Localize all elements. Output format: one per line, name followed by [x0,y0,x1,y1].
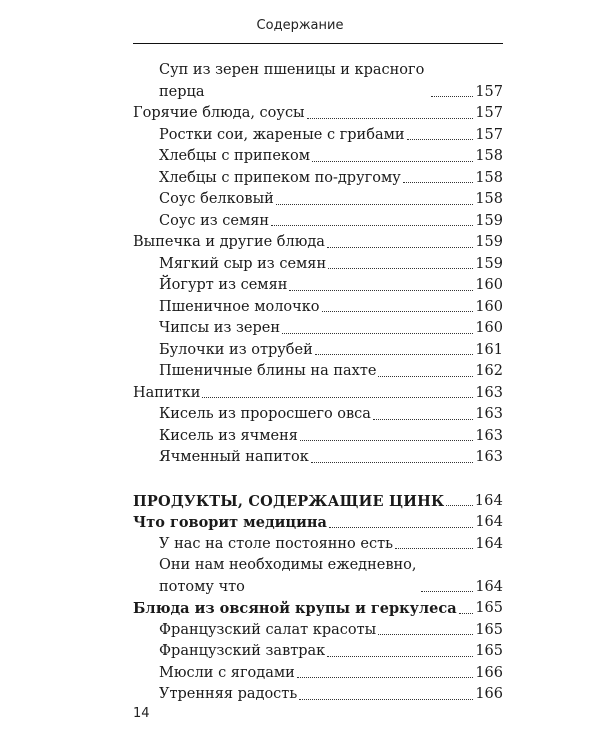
toc-section[interactable] [133,383,503,405]
chapter-spacer [133,469,503,491]
toc-entry-title: Ростки сои, жареные с грибами [159,126,405,143]
leader-dots [459,613,474,614]
toc-entry-title: Французский салат красоты [159,621,377,638]
leader-dots [202,397,473,398]
leader-dots [311,462,474,463]
toc-section-title: Блюда из овсяной крупы и геркулеса [133,600,457,617]
toc-entry[interactable] [133,168,503,190]
leader-dots [328,268,473,269]
leader-dots [282,333,473,334]
toc-entry-title: У нас на столе постоянно есть [159,535,394,552]
toc-entry[interactable] [133,60,503,103]
toc-entry-page: 165 [475,621,503,638]
toc-section-title: Выпечка и другие блюда [133,234,325,250]
toc-entry-page: 157 [475,83,503,100]
toc-entry-page: 166 [475,686,503,702]
leader-dots [276,204,474,205]
leader-dots [327,247,473,248]
leader-dots [329,527,473,528]
toc-section[interactable] [133,598,503,620]
toc-entry-page: 163 [475,406,503,422]
toc-entry[interactable] [133,620,503,642]
toc-entry-page: 160 [475,320,503,336]
toc-entry[interactable] [133,146,503,168]
toc-section-page: 159 [475,234,503,250]
toc-section[interactable] [133,512,503,534]
leader-dots [373,419,473,420]
toc-section-title: Горячие блюда, соусы [133,105,305,121]
toc-entry-page: 158 [475,169,503,186]
leader-dots [312,161,473,162]
toc-entry-page: 163 [475,449,503,465]
toc-entry-title: Хлебцы с припеком по-другому [159,169,401,186]
toc-section-page: 165 [475,600,503,616]
toc-entry[interactable] [133,254,503,276]
toc-entry[interactable] [133,426,503,448]
toc-section-page: 163 [475,384,503,401]
toc-entry-title: Кисель из проросшего овса [159,406,371,422]
leader-dots [289,290,473,291]
toc-entry-page: 159 [475,212,503,229]
toc-section-title: Что говорит медицина [133,514,327,531]
toc-entry-title: Булочки из отрубей [159,341,313,358]
toc-section-title: Напитки [133,384,201,401]
toc-chapter-page: 164 [474,492,503,509]
toc-entry-page: 158 [475,148,503,164]
leader-dots [407,139,474,140]
toc-entry-title: Французский завтрак [159,643,326,659]
toc-section[interactable] [133,103,503,125]
leader-dots [378,376,473,377]
leader-dots [299,699,473,700]
leader-dots [297,677,474,678]
toc-entry[interactable] [133,340,503,362]
toc-entry-page: 157 [475,126,503,143]
leader-dots [395,548,473,549]
toc-entry[interactable] [133,318,503,340]
toc-section-page: 164 [475,514,503,530]
page-number: 14 [133,706,150,721]
toc-entry[interactable] [133,275,503,297]
toc-entry-page: 160 [475,298,503,315]
toc-chapter[interactable] [133,491,503,513]
leader-dots [315,354,474,355]
toc-entry[interactable] [133,641,503,663]
toc-entry-page: 163 [475,427,503,444]
toc-entry-title: Пшеничное молочко [159,298,320,315]
toc-entry[interactable] [133,189,503,211]
leader-dots [378,634,473,635]
leader-dots [431,96,473,97]
leader-dots [300,440,473,441]
toc-entry[interactable] [133,555,503,598]
toc-entry-title: Хлебцы с припеком [159,148,310,164]
toc-entry[interactable] [133,125,503,147]
toc-entry-page: 160 [475,277,503,293]
toc-entry-page: 164 [475,535,503,552]
toc-entry-title: Суп из зерен пшеницы и красного перца [159,62,425,100]
toc-entry-page: 166 [475,664,503,681]
header-rule [133,43,503,44]
toc-entry-title: Они нам необходимы ежедневно, потому что [159,557,417,595]
leader-dots [421,591,473,592]
leader-dots [307,118,474,119]
leader-dots [322,311,474,312]
toc-entry[interactable] [133,361,503,383]
toc-entry-page: 164 [475,578,503,595]
toc-entry-page: 162 [475,363,503,379]
toc-entry-title: Мягкий сыр из семян [159,255,327,272]
toc-entry-page: 159 [475,255,503,272]
toc-entry[interactable] [133,684,503,706]
toc-entry-title: Ячменный напиток [159,449,309,465]
running-header: Содержание [256,18,344,33]
toc-entry[interactable] [133,211,503,233]
toc-entry-title: Соус из семян [159,212,270,229]
toc-entry-title: Кисель из ячменя [159,427,298,444]
table-of-contents [133,60,503,706]
toc-entry[interactable] [133,663,503,685]
leader-dots [271,225,473,226]
toc-entry-page: 161 [475,341,503,358]
toc-entry[interactable] [133,297,503,319]
toc-entry-title: Утренняя радость [159,686,298,702]
toc-section-page: 157 [475,105,503,121]
leader-dots [403,182,474,183]
toc-entry-title: Пшеничные блины на пахте [159,363,377,379]
toc-entry-title: Мюсли с ягодами [159,664,295,681]
toc-entry-title: Чипсы из зерен [159,320,281,336]
toc-chapter-title: ПРОДУКТЫ, СОДЕРЖАЩИЕ ЦИНК [133,492,445,510]
toc-entry-page: 158 [475,191,503,207]
toc-entry-page: 165 [475,643,503,659]
leader-dots [327,656,473,657]
toc-entry-title: Соус белковый [159,191,274,207]
leader-dots [446,505,472,506]
toc-entry[interactable] [133,447,503,469]
toc-section[interactable] [133,232,503,254]
toc-entry[interactable] [133,534,503,556]
toc-entry[interactable] [133,404,503,426]
toc-entry-title: Йогурт из семян [159,277,288,293]
